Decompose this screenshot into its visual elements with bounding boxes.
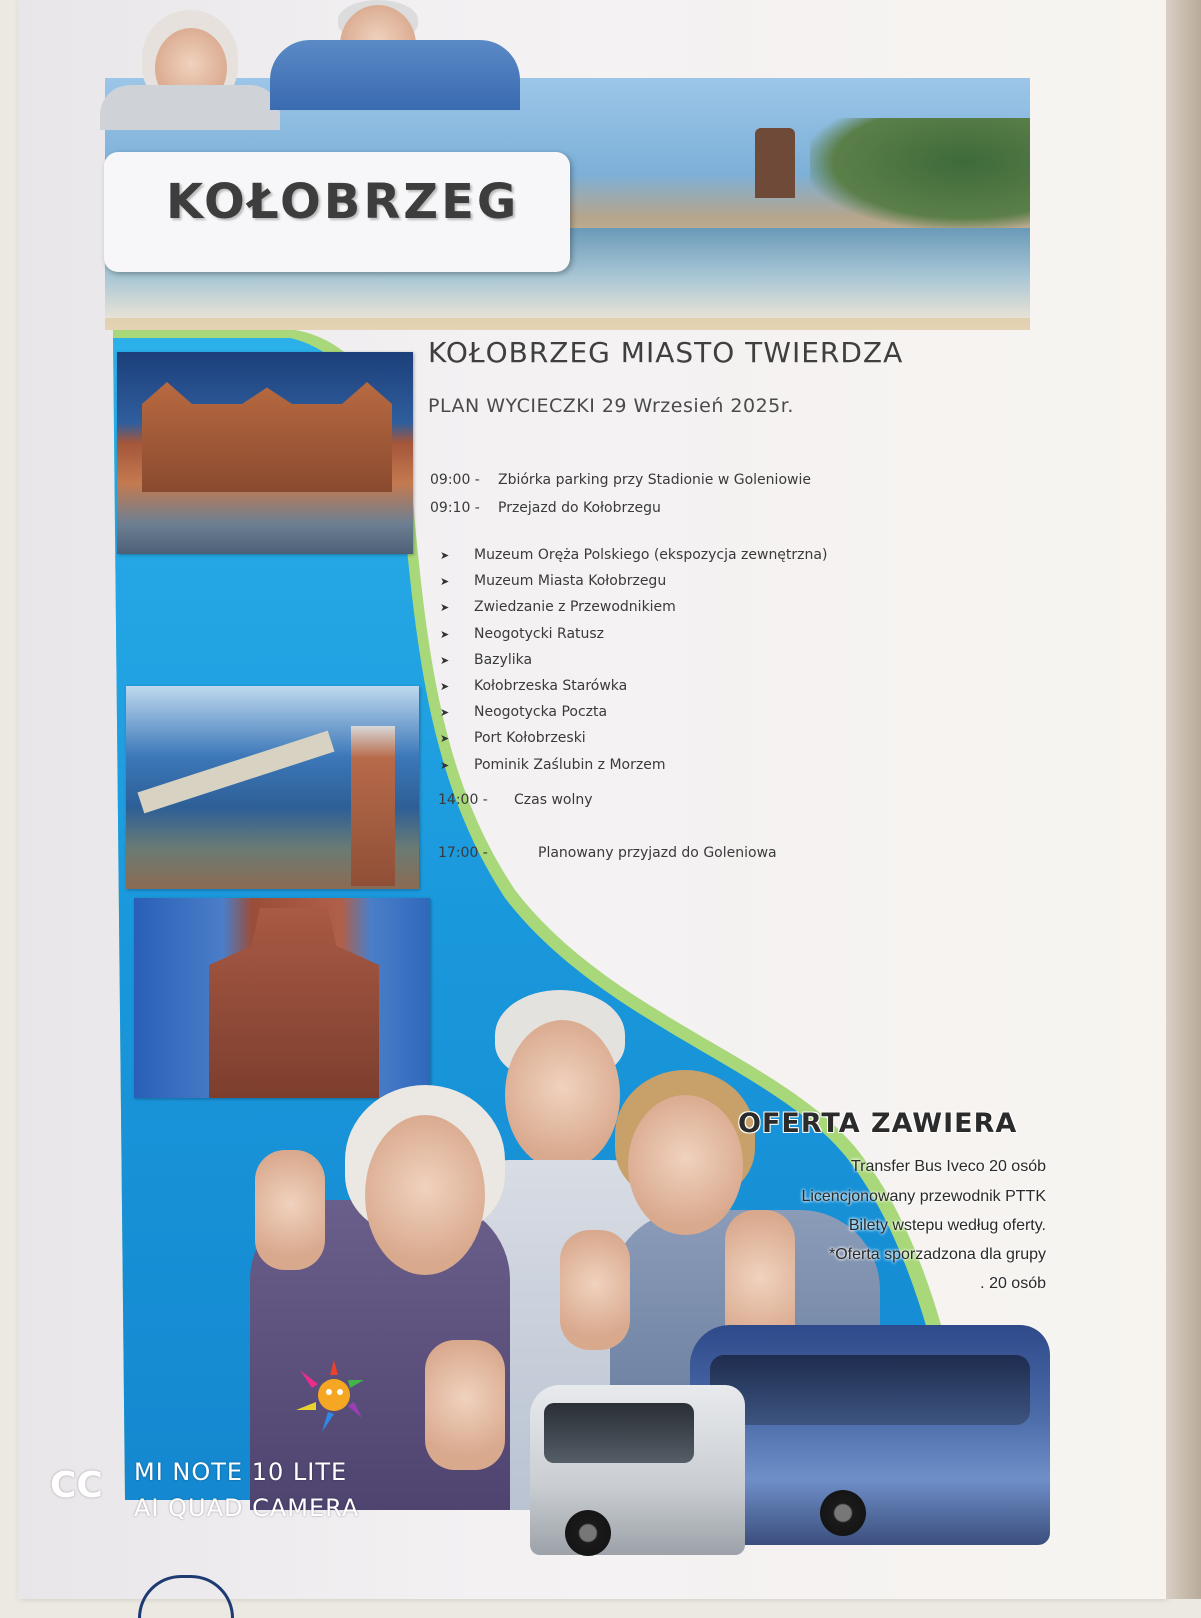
offer-line: *Oferta sporzadzona dla grupy [828,1246,1046,1263]
arrow-bullet-icon: ➤ [440,758,450,772]
offer-line: Bilety wstepu według oferty. [848,1217,1046,1234]
list-item: ➤ Kołobrzeska Starówka [440,673,827,699]
list-item: ➤ Neogotycki Ratusz [440,621,827,647]
list-item: ➤ Neogotycka Poczta [440,699,827,725]
schedule-text: Przejazd do Kołobrzegu [498,500,661,516]
book-spine [1166,0,1201,1599]
offer-line: Transfer Bus Iveco 20 osób [850,1158,1046,1175]
page-title: KOŁOBRZEG [166,174,520,230]
arrow-bullet-icon: ➤ [440,601,450,615]
thumb-up-icon [560,1230,630,1350]
lighthouse-tower [755,128,795,198]
wheel [820,1490,866,1536]
lighthouse [351,726,395,886]
trees [810,118,1030,228]
woman-right-face [628,1095,743,1235]
trip-subheading: PLAN WYCIECZKI 29 Wrzesień 2025r. [428,395,794,417]
list-item: ➤ Bazylika [440,647,827,673]
schedule-text: Czas wolny [514,792,593,808]
camera-model-text: MI NOTE 10 LITE [134,1458,348,1486]
schedule-row [438,792,593,808]
offer-line: . 20 osób [980,1275,1046,1292]
arrow-bullet-icon: ➤ [440,627,450,641]
arrow-bullet-icon: ➤ [440,549,450,562]
bus-windows [710,1355,1030,1425]
schedule-text: Zbiórka parking przy Stadionie w Goleniowie [498,472,811,488]
offer-title: OFERTA ZAWIERA [738,1108,1018,1139]
man-face [505,1020,620,1170]
schedule-time: 09:00 - [430,472,480,488]
attractions-list [440,542,827,778]
arrow-bullet-icon: ➤ [440,732,450,746]
trip-heading: KOŁOBRZEG MIASTO TWIERDZA [428,336,904,369]
seniors-top-photo [100,0,520,130]
list-item: ➤ Muzeum Oręża Polskiego (ekspozycja zewnętrzna) [440,542,827,568]
arrow-bullet-icon: ➤ [440,706,450,720]
schedule-row [438,845,777,861]
agency-sun-logo [282,1340,382,1440]
arrow-bullet-icon: ➤ [440,575,450,589]
lighthouse-photo [126,686,419,889]
schedule-text: Planowany przyjazd do Goleniowa [538,845,777,861]
thumb-up-icon [255,1150,325,1270]
schedule-time: 09:10 - [430,500,480,516]
list-item: ➤ Zwiedzanie z Przewodnikiem [440,594,827,620]
arrow-bullet-icon: ➤ [440,679,450,693]
man-shirt [270,40,520,110]
thumb-up-icon [425,1340,505,1470]
town-hall-photo [117,352,413,554]
list-item: ➤ Muzeum Miasta Kołobrzegu [440,568,827,594]
list-item: ➤ Port Kołobrzeski [440,725,827,751]
town-hall-building [142,382,392,492]
bus-windows [544,1403,694,1463]
schedule-row [430,472,811,488]
schedule-time: 14:00 - [438,792,488,808]
offer-line: Licencjonowany przewodnik PTTK [801,1188,1046,1205]
arrow-bullet-icon: ➤ [440,653,450,667]
camera-badge: CC [50,1465,103,1506]
woman-left-face [365,1115,485,1275]
wheel [565,1510,611,1556]
schedule-time: 17:00 - [438,845,488,861]
woman-arms [100,85,280,130]
pier [137,731,334,814]
camera-lens-text: AI QUAD CAMERA [134,1494,360,1522]
schedule-row [430,500,661,516]
list-item: ➤ Pominik Zaślubin z Morzem [440,752,827,778]
minibus-iveco [530,1385,745,1555]
title-box [104,152,570,272]
